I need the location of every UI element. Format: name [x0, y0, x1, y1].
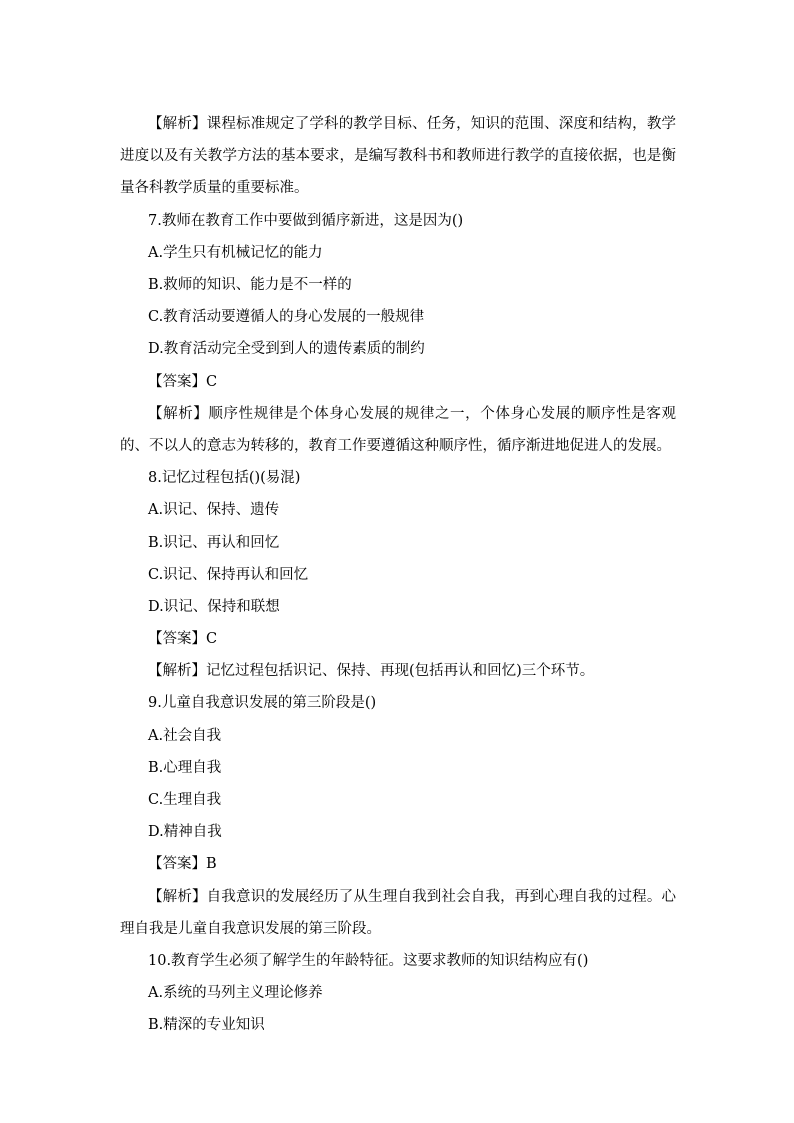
- question-7-option-c: C.教育活动要遵循人的身心发展的一般规律: [148, 309, 425, 326]
- question-10-option-a: A.系统的马列主义理论修养: [148, 985, 323, 1002]
- question-7-option-a: A.学生只有机械记忆的能力: [148, 244, 323, 261]
- question-9-option-c: C.生理自我: [148, 792, 222, 809]
- question-8-analysis: 【解析】记忆过程包括识记、保持、再现(包括再认和回忆)三个环节。: [148, 663, 595, 680]
- question-7-option-d: D.教育活动完全受到到人的遗传素质的制约: [148, 341, 425, 358]
- question-10-option-b: B.精深的专业知识: [148, 1017, 265, 1034]
- question-9-analysis: 【解析】自我意识的发展经历了从生理自我到社会自我，再到心理自我的过程。心理自我是儿童自我意识发展的第三阶段。: [120, 888, 676, 937]
- question-8-option-d: D.识记、保持和联想: [148, 598, 280, 615]
- question-9: 9.儿童自我意识发展的第三阶段是(): [148, 695, 377, 712]
- question-9-option-b: B.心理自我: [148, 759, 222, 776]
- question-7: 7.教师在教育工作中要做到循序新进，这是因为(): [148, 212, 464, 229]
- question-9-option-d: D.精神自我: [148, 824, 222, 841]
- question-9-answer: 【答案】B: [148, 856, 217, 873]
- question-8-option-a: A.识记、保持、遗传: [148, 502, 280, 519]
- analysis-paragraph: 【解析】课程标准规定了学科的教学目标、任务，知识的范围、深度和结构，教学进度以及有关教学方法的基本要求，是编写教科书和教师进行教学的直接依据，也是衡量各科教学质量的重要标准。: [120, 116, 676, 197]
- question-8-option-c: C.识记、保持再认和回忆: [148, 566, 309, 583]
- document-content: [120, 108, 676, 1042]
- question-10: 10.教育学生必须了解学生的年龄特征。这要求教师的知识结构应有(): [148, 953, 589, 969]
- question-9-option-a: A.社会自我: [148, 727, 222, 744]
- question-8-option-b: B.识记、再认和回忆: [148, 534, 280, 551]
- question-7-option-b: B.救师的知识、能力是不一样的: [148, 276, 352, 293]
- question-7-analysis: 【解析】顺序性规律是个体身心发展的规律之一，个体身心发展的顺序性是客观的、不以人的意志为转移的，教育工作要遵循这种顺序性，循序渐进地促进人的发展。: [120, 405, 676, 454]
- question-8: 8.记忆过程包括()(易混): [148, 470, 301, 487]
- question-7-answer: 【答案】C: [148, 373, 218, 390]
- question-8-answer: 【答案】C: [148, 631, 218, 648]
